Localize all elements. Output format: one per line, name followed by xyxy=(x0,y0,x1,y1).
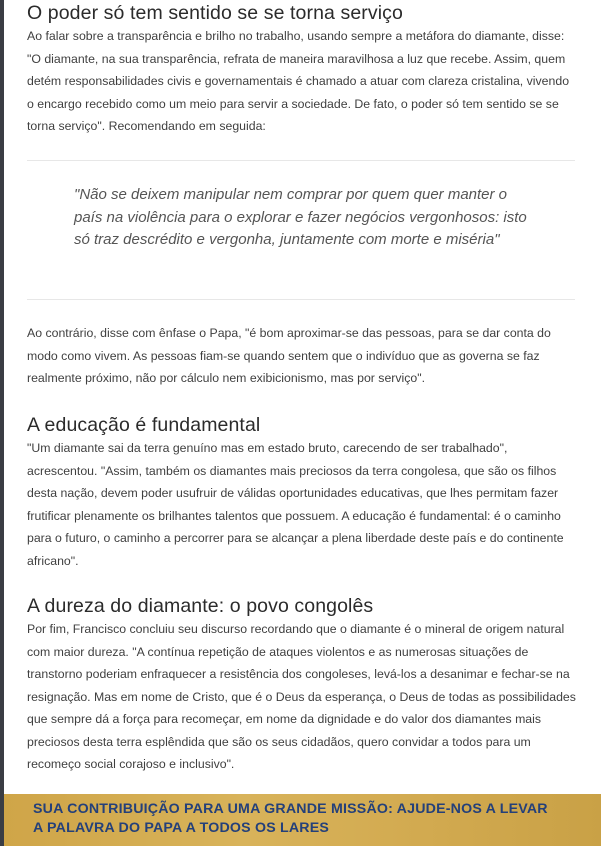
section-power-service xyxy=(27,1,579,138)
section-paragraph: Ao contrário, disse com ênfase o Papa, "é bom aproximar-se das pessoas, para se dar conta do modo como vivem. As pessoas fiam-se quando sentem que o indivíduo que as governa se faz realmente próximo, não por cálculo nem exibicionismo, mas por serviço". xyxy=(27,326,551,385)
section-heading: A dureza do diamante: o povo congolês xyxy=(27,595,374,617)
section-heading: O poder só tem sentido se se torna serviço xyxy=(27,2,403,24)
donation-banner-text[interactable]: SUA CONTRIBUIÇÃO PARA UMA GRANDE MISSÃO: AJUDE-NOS A LEVAR A PALAVRA DO PAPA A TODOS OS LARES xyxy=(33,801,548,836)
section-paragraph: "Um diamante sai da terra genuíno mas em estado bruto, carecendo de ser trabalhado", acrescentou. "Assim, também os diamantes mais preciosos da terra congolesa, que são os filhos desta nação, devem poder usufruir de válidas oportunidades educativas, que lhes permitam fazer frutificar plenamente os brilhantes talentos que possuem. A educação é fundamental: é o caminho para o futuro, o caminho a percorrer para se alcançar a plena liberdade deste país e do continente africano". xyxy=(27,441,564,568)
pull-quote: "Não se deixem manipular nem comprar por quem quer manter o país na violência para o explorar e fazer negócios vergonhosos: isto só traz descrédito e vergonha, juntamente com morte e miséria" xyxy=(74,186,527,249)
quote-divider-top xyxy=(27,160,575,161)
section-diamond-hardness xyxy=(27,594,579,776)
section-education xyxy=(27,413,579,572)
section-heading: A educação é fundamental xyxy=(27,414,261,436)
section-paragraph: Ao falar sobre a transparência e brilho no trabalho, usando sempre a metáfora do diamante, disse: "O diamante, na sua transparência, refrata de maneira maravilhosa a luz que recebe. Assim, quem detém responsabilidades civis e governamentais é chamado a atuar com clareza cristalina, vivendo o encargo recebido como um meio para servir a sociedade. De fato, o poder só tem sentido se se torna serviço". Recomendando em seguida: xyxy=(27,29,570,133)
left-border-rule xyxy=(0,0,4,846)
section-paragraph: Por fim, Francisco concluiu seu discurso recordando que o diamante é o mineral de origem natural com maior dureza. "A contínua repetição de ataques violentos e as numerosas situações de transtorno poderiam enfraquecer a resistência dos congoleses, levá-los a desanimar e fechar-se na resignação. Mas em nome de Cristo, que é o Deus da esperança, o Deus de todas as possibilidades que sempre dá a força para recomeçar, em nome da dignidade e do valor dos diamantes mais preciosos desta terra esplêndida que são os seus cidadãos, quero convidar a todos para um recomeço social corajoso e inclusivo". xyxy=(27,622,576,771)
donation-banner[interactable] xyxy=(4,794,601,846)
paragraph-after-quote xyxy=(27,322,579,390)
quote-divider-bottom xyxy=(27,299,575,300)
